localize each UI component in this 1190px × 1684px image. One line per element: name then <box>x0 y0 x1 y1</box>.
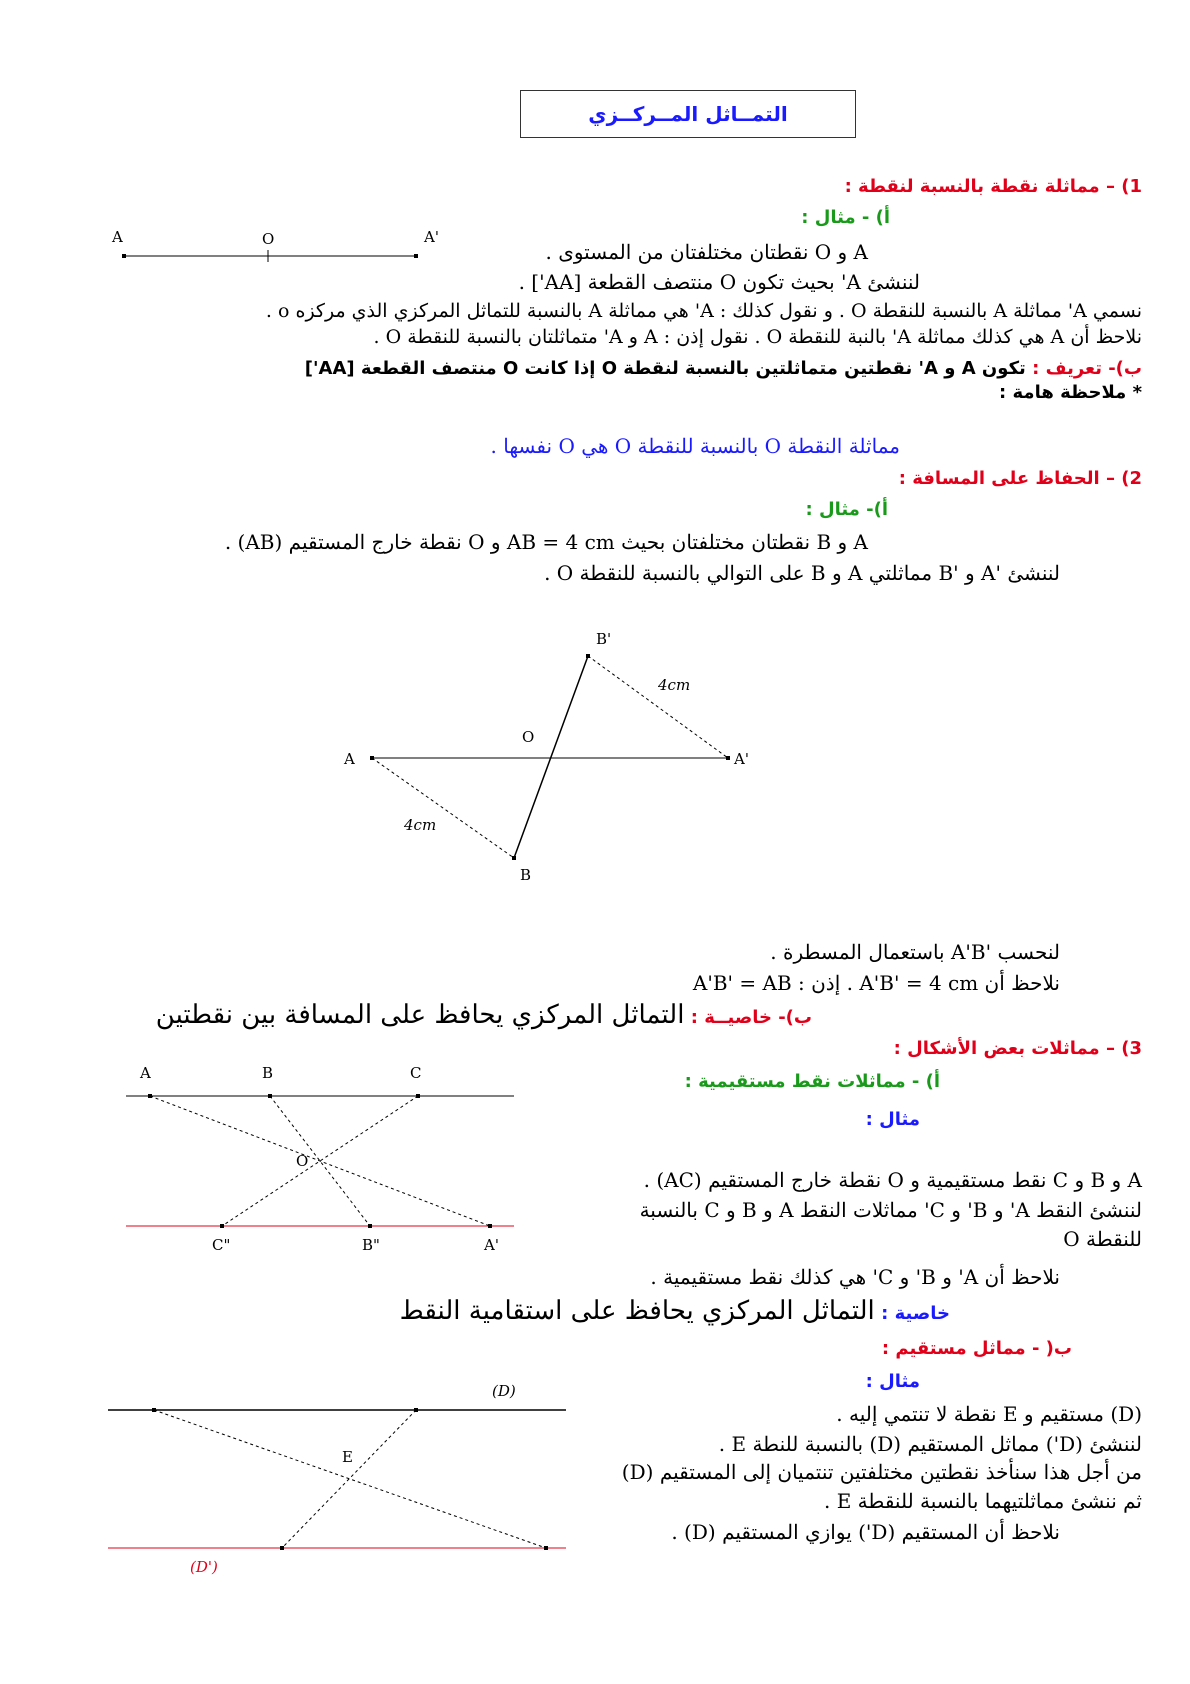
fig2-point-a1 <box>726 756 730 760</box>
fig3-label-c1: C" <box>212 1236 231 1254</box>
figure-1 <box>111 228 439 262</box>
fig4-point-d1-1 <box>544 1546 548 1550</box>
fig3-label-c: C <box>410 1064 422 1082</box>
fig4-label-e: E <box>342 1448 353 1466</box>
fig3-label-b: B <box>262 1064 274 1082</box>
note-text: مماثلة النقطة O بالنسبة للنقطة O هي O نفسها . <box>490 434 900 458</box>
figure-4 <box>108 1382 566 1576</box>
section2-line1: A و B نقطتان مختلفتان بحيث AB = 4 cm و O نقطة خارج المستقيم (AB) . <box>224 530 868 554</box>
section1-line3: نسمي A' مماثلة A بالنسبة للنقطة O . و نقول كذلك : A' هي مماثلة A بالنسبة للتماثل المركزي الذي مركزه o . <box>265 300 1142 322</box>
definition-label: ب)- تعريف : <box>1032 358 1142 379</box>
section3-a-line4: نلاحظ أن A' و B' و C' هي كذلك نقط مستقيمية . <box>650 1265 1060 1289</box>
section3-heading: 3) – مماثلات بعض الأشكال : <box>893 1038 1142 1059</box>
fig4-dashed-1 <box>154 1410 546 1548</box>
section3-sub-b: ب( - مماثل مستقيم : <box>881 1338 1072 1359</box>
section1-line2: لننشئ A' بحيث تكون O منتصف القطعة [AA'] . <box>518 270 920 294</box>
fig2-point-b <box>512 856 516 860</box>
fig2-label-b: B <box>520 866 532 884</box>
fig2-point-b1 <box>586 654 590 658</box>
section3-b-line1: (D) مستقيم و E نقطة لا تنتمي إليه . <box>836 1402 1142 1426</box>
section2-line3: لنحسب 'A'B باستعمال المسطرة . <box>770 940 1060 964</box>
fig1-label-o: O <box>262 230 275 248</box>
section3-a-line3: للنقطة O <box>1063 1227 1142 1251</box>
property-label: ب)- خاصيــة : <box>690 1007 812 1028</box>
section3-sub-a: أ) - مماثلات نقط مستقيمية : <box>684 1071 940 1092</box>
section3-a-line1: A و B و C نقط مستقيمية و O نقطة خارج المستقيم (AC) . <box>643 1168 1142 1192</box>
section3-b-line3: من أجل هذا سنأخذ نقطتين مختلفتين تنتميان إلى المستقيم (D) <box>621 1460 1142 1484</box>
fig3-label-o: O <box>296 1152 309 1170</box>
fig4-label-d: (D) <box>492 1382 516 1400</box>
section1-heading: 1) – مماثلة نقطة بالنسبة لنقطة : <box>844 176 1142 197</box>
section1-line4: نلاحظ أن A هي كذلك مماثلة A' بالنبة للنقطة O . نقول إذن : A و A' متماثلتان بالنسبة للنقطة O . <box>373 326 1142 348</box>
section3-b-line5: نلاحظ أن المستقيم (D') يوازي المستقيم (D) . <box>671 1520 1060 1544</box>
fig4-label-d1: (D') <box>190 1558 218 1576</box>
section3-example-b: مثال : <box>865 1371 920 1392</box>
fig2-label-a1: A' <box>734 750 749 768</box>
fig1-label-a: A <box>112 228 123 246</box>
section2-heading: 2) – الحفاظ على المسافة : <box>898 468 1142 489</box>
fig2-label-dist1: 4cm <box>658 676 691 694</box>
fig1-point-a1 <box>414 254 418 258</box>
section2-line2: لننشئ 'A و 'B مماثلتي A و B على التوالي بالنسبة للنقطة O . <box>544 561 1060 585</box>
fig2-label-o: O <box>522 728 535 746</box>
fig3-label-a1: A' <box>484 1236 499 1254</box>
property-text: التماثل المركزي يحافظ على المسافة بين نقطتين <box>155 1000 685 1030</box>
fig3-point-c1 <box>220 1224 224 1228</box>
fig2-dashed-ab <box>372 758 514 858</box>
page-title: التمــاثل المــركــزي <box>588 102 788 126</box>
fig2-dashed-a1b1 <box>588 656 728 758</box>
definition-text: تكون A و A' نقطتين متماثلتين بالنسبة لنقطة O إذا كانت O منتصف القطعة [AA'] <box>304 358 1026 379</box>
fig3-label-a: A <box>140 1064 151 1082</box>
fig4-dashed-2 <box>282 1410 416 1548</box>
fig3-point-b1 <box>368 1224 372 1228</box>
fig1-point-a <box>122 254 126 258</box>
section3-b-line4: ثم ننشئ مماثلتيهما بالنسبة للنقطة E . <box>824 1489 1142 1513</box>
fig2-label-dist2: 4cm <box>404 816 437 834</box>
section1-line1: A و O نقطتان مختلفتان من المستوى . <box>545 240 868 264</box>
fig2-point-a <box>370 756 374 760</box>
fig3-point-a1 <box>488 1224 492 1228</box>
figure-2 <box>343 630 749 884</box>
section3-a-line2: لننشئ النقط A' و B' و C' مماثلات النقط A و B و C بالنسبة <box>639 1198 1142 1222</box>
property-a-text: التماثل المركزي يحافظ على استقامية النقط <box>399 1296 875 1326</box>
fig4-point-d1-2 <box>280 1546 284 1550</box>
section1-example-heading: أ) - مثال : <box>801 207 890 228</box>
section3-example-a: مثال : <box>865 1109 920 1130</box>
section3-b-line2: لننشئ (D') مماثل المستقيم (D) بالنسبة للنطة E . <box>718 1432 1142 1456</box>
property-a-label: خاصية : <box>881 1303 950 1324</box>
fig4-point-d-2 <box>414 1408 418 1412</box>
section2-example-heading: أ)- مثال : <box>805 499 888 520</box>
section2-line4: نلاحظ أن A'B' = 4 cm . إذن : A'B' = AB <box>692 971 1060 995</box>
fig3-point-c <box>416 1094 420 1098</box>
fig2-label-a: A <box>344 750 355 768</box>
fig3-label-b1: B" <box>362 1236 380 1254</box>
fig2-segment-bb1 <box>514 656 588 858</box>
fig1-label-a1: A' <box>424 228 439 246</box>
fig3-dashed-aa1 <box>150 1096 490 1226</box>
fig2-label-b1: B' <box>596 630 612 648</box>
fig3-point-a <box>148 1094 152 1098</box>
fig4-point-d-1 <box>152 1408 156 1412</box>
figure-3 <box>126 1064 514 1254</box>
fig3-point-b <box>268 1094 272 1098</box>
note-heading: * ملاحظة هامة : <box>999 382 1142 403</box>
